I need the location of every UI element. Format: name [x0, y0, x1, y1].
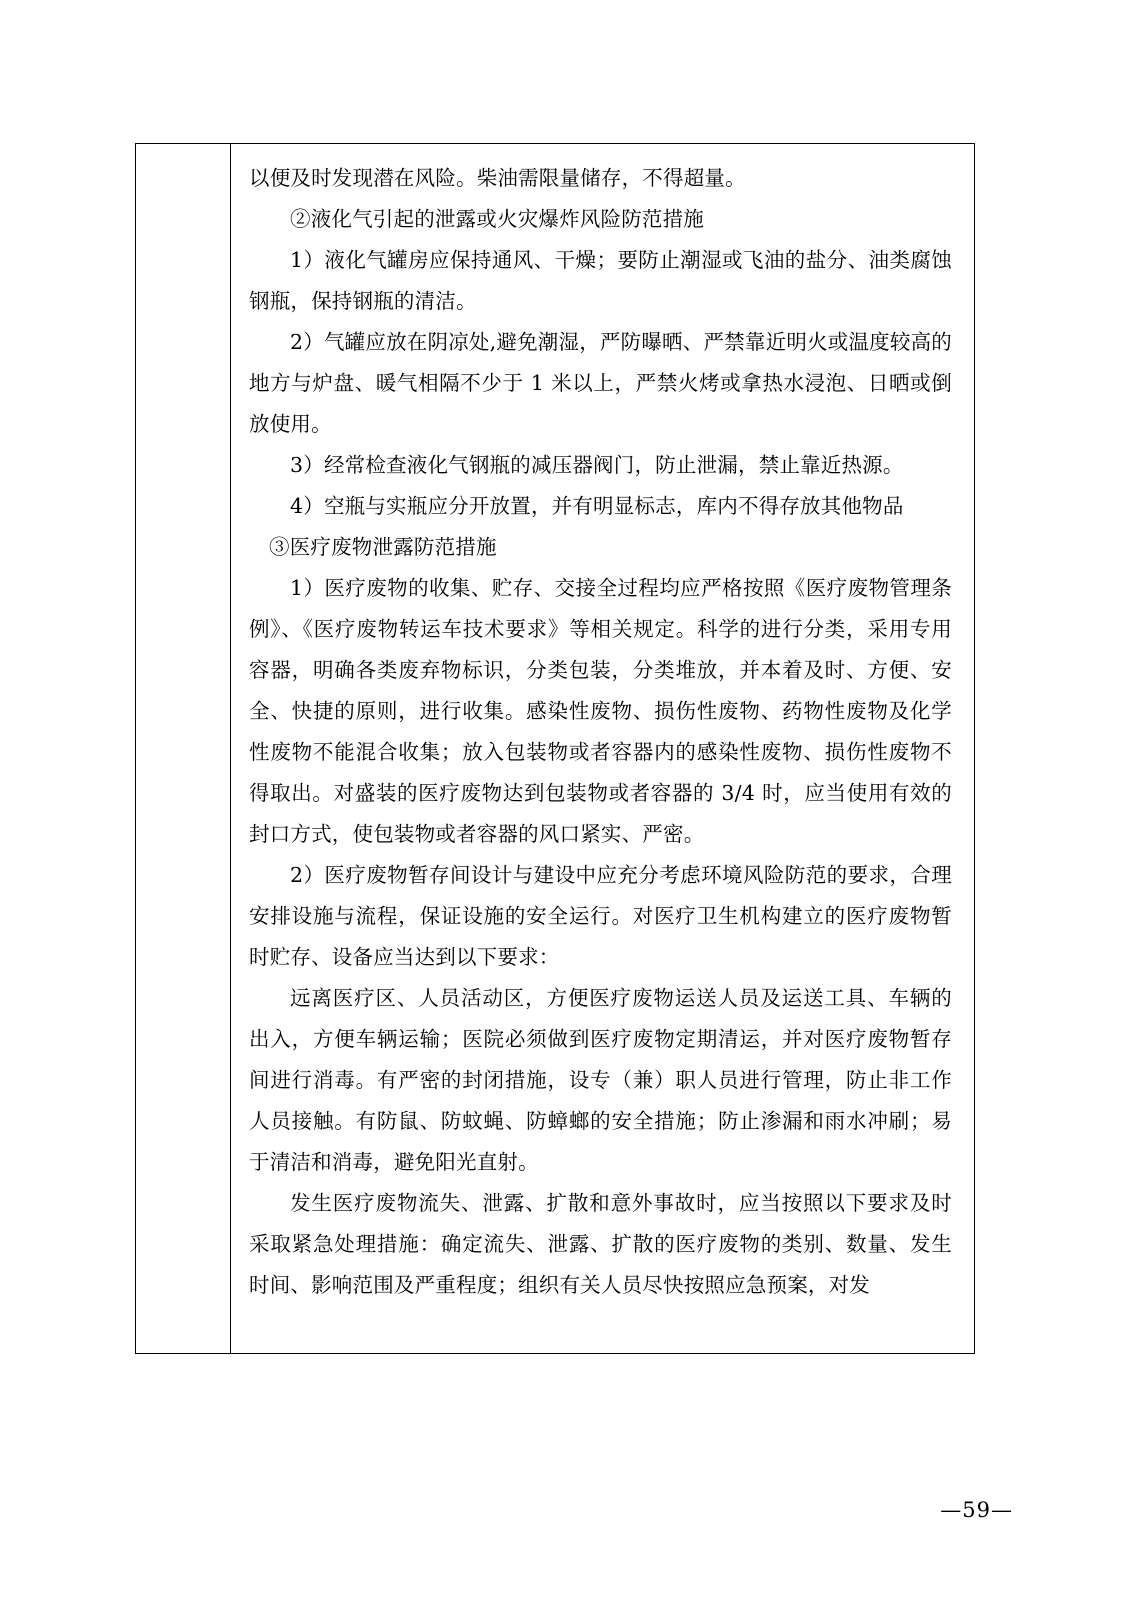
table-content-column [231, 144, 974, 1353]
paragraph: 1）医疗废物的收集、贮存、交接全过程均应严格按照《医疗废物管理条例》、《医疗废物转运车技术要求》等相关规定。科学的进行分类，采用专用容器，明确各类废弃物标识，分类包装，分类堆放，并本着及时、方便、安全、快捷的原则，进行收集。感染性废物、损伤性废物、药物性废物及化学性废物不能混合收集；放入包装物或者容器内的感染性废物、损伤性废物不得取出。对盛装的医疗废物达到包装物或者容器的 3/4 时，应当使用有效的封口方式，使包装物或者容器的风口紧实、严密。 [249, 576, 952, 846]
paragraph: 以便及时发现潜在风险。柴油需限量储存，不得超量。 [249, 166, 746, 190]
page-number: —59— [940, 1498, 1013, 1522]
paragraph: ③医疗废物泄露防范措施 [269, 535, 497, 559]
paragraph: 4）空瓶与实瓶应分开放置，并有明显标志，库内不得存放其他物品 [290, 494, 904, 518]
paragraph: ②液化气引起的泄露或火灾爆炸风险防范措施 [290, 207, 704, 231]
content-table [135, 143, 975, 1354]
paragraph: 2）医疗废物暂存间设计与建设中应充分考虑环境风险防范的要求，合理安排设施与流程，保证设施的安全运行。对医疗卫生机构建立的医疗废物暂时贮存、设备应当达到以下要求： [249, 863, 952, 969]
paragraph: 远离医疗区、人员活动区，方便医疗废物运送人员及运送工具、车辆的出入，方便车辆运输；医院必须做到医疗废物定期清运，并对医疗废物暂存间进行消毒。有严密的封闭措施，设专（兼）职人员进行管理，防止非工作人员接触。有防鼠、防蚊蝇、防蟑螂的安全措施；防止渗漏和雨水冲刷；易于清洁和消毒，避免阳光直射。 [249, 986, 952, 1174]
paragraph: 1）液化气罐房应保持通风、干燥；要防止潮湿或飞油的盐分、油类腐蚀钢瓶，保持钢瓶的清洁。 [249, 248, 952, 313]
table-label-column [136, 144, 231, 1353]
paragraph: 2）气罐应放在阴凉处,避免潮湿，严防曝晒、严禁靠近明火或温度较高的地方与炉盘、暖气相隔不少于 1 米以上，严禁火烤或拿热水浸泡、日晒或倒放使用。 [249, 330, 952, 436]
paragraph: 3）经常检查液化气钢瓶的减压器阀门，防止泄漏，禁止靠近热源。 [290, 453, 904, 477]
paragraph: 发生医疗废物流失、泄露、扩散和意外事故时，应当按照以下要求及时采取紧急处理措施：确定流失、泄露、扩散的医疗废物的类别、数量、发生时间、影响范围及严重程度；组织有关人员尽快按照应急预案，对发 [249, 1191, 952, 1297]
